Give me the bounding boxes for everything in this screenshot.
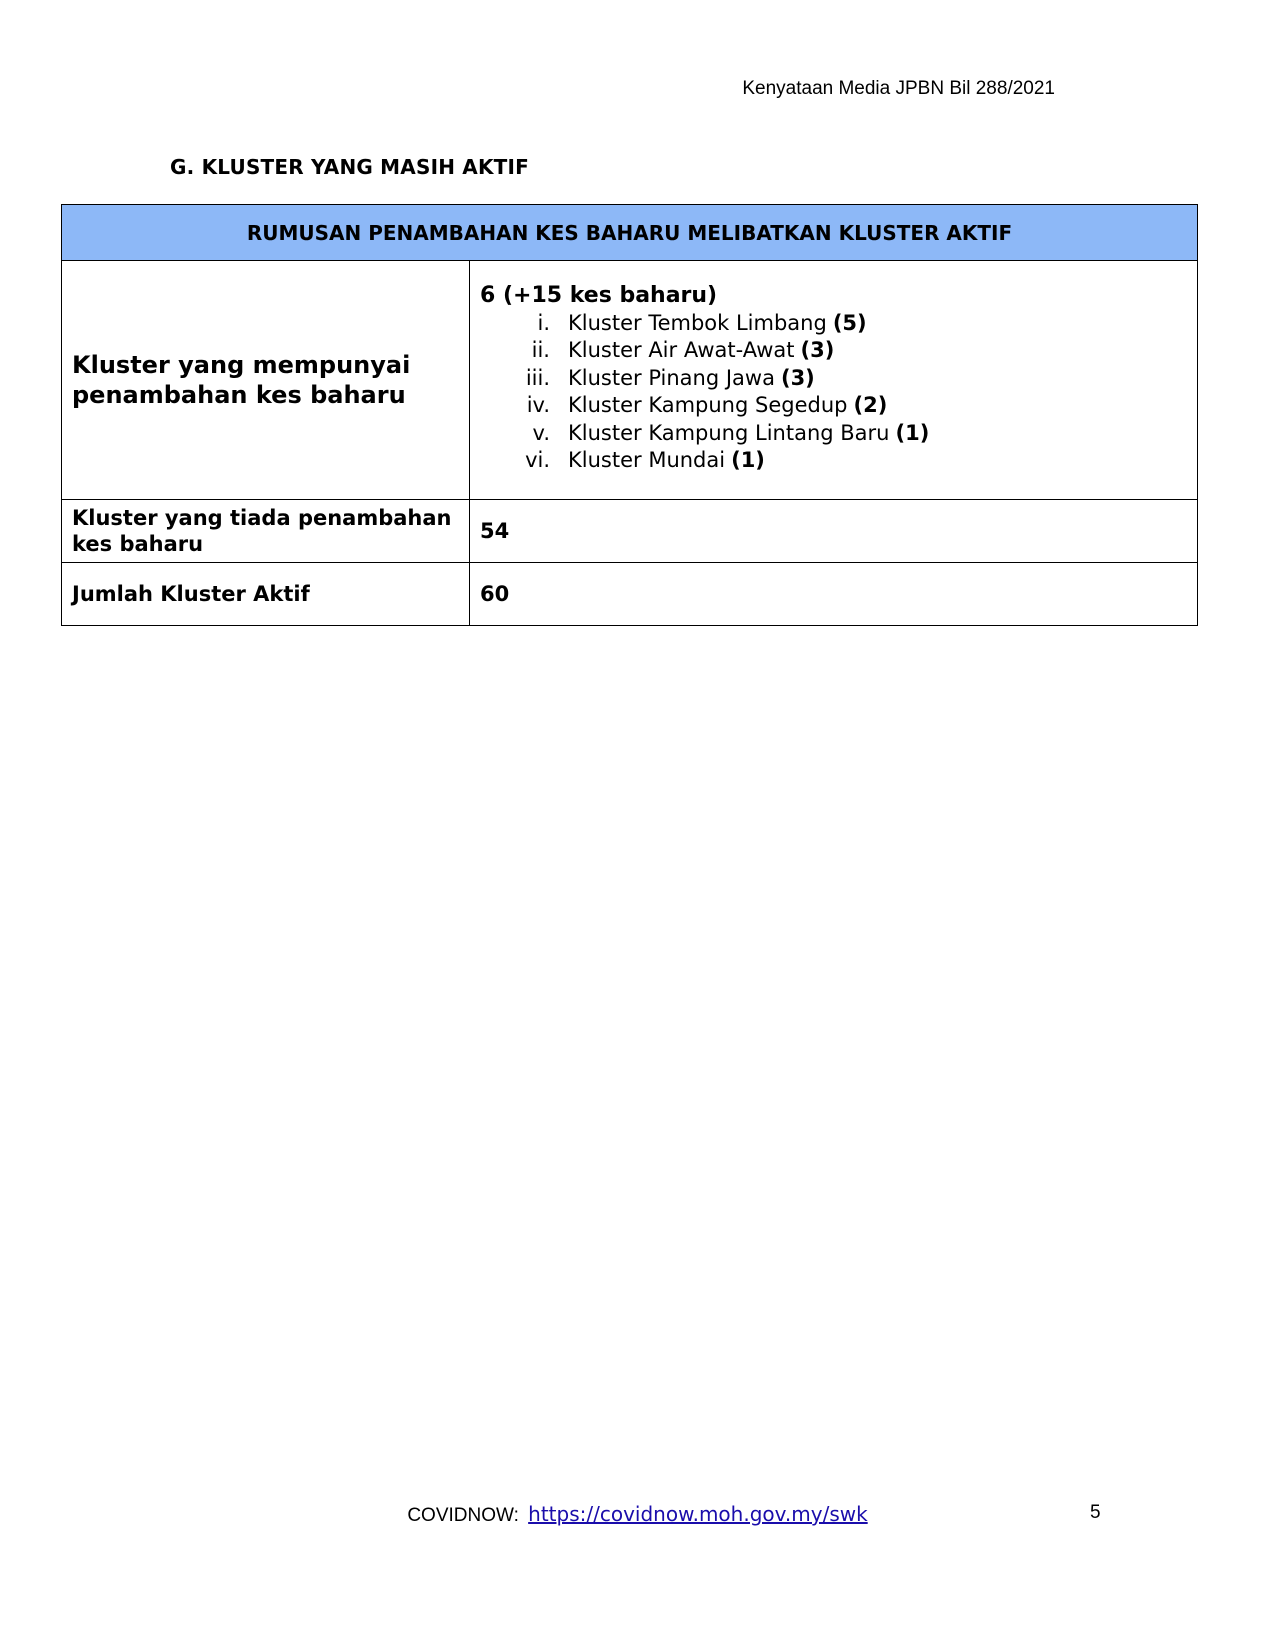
row-value-new-cases [470, 261, 1198, 500]
table-row [62, 261, 1198, 500]
row-label-text: Kluster yang tiada penambahan kes baharu [72, 506, 452, 556]
row-label-total-active [62, 563, 470, 626]
cluster-summary: 6 (+15 kes baharu) [480, 282, 718, 308]
footer [0, 1502, 1275, 1527]
cluster-name: Kluster Pinang Jawa [568, 365, 775, 390]
cluster-name: Kluster Tembok Limbang [568, 310, 827, 335]
row-value-text: 60 [480, 582, 510, 606]
section-heading: G. KLUSTER YANG MASIH AKTIF [170, 155, 530, 179]
cluster-case-count: (2) [853, 393, 888, 417]
row-value-total-active [470, 563, 1198, 626]
list-item [480, 310, 1187, 338]
list-item [480, 447, 1187, 475]
cluster-case-count: (1) [895, 420, 930, 445]
table-row [62, 500, 1198, 563]
page-number: 5 [1090, 1502, 1101, 1523]
document-reference: Kenyataan Media JPBN Bil 288/2021 [742, 78, 1055, 99]
row-label-no-new-cases [62, 500, 470, 563]
cluster-name: Kluster Air Awat-Awat [568, 338, 795, 362]
row-value-text: 54 [480, 519, 510, 543]
list-numeral: iii. [525, 365, 550, 390]
row-label-text: Kluster yang mempunyai penambahan kes baharu [72, 351, 411, 409]
covidnow-link[interactable]: https://covidnow.moh.gov.my/swk [528, 1502, 868, 1526]
cluster-case-count: (1) [731, 448, 765, 472]
cluster-case-count: (5) [832, 310, 867, 335]
table-title: RUMUSAN PENAMBAHAN KES BAHARU MELIBATKAN KLUSTER AKTIF [62, 205, 1198, 261]
list-item [480, 392, 1187, 420]
cluster-list [480, 310, 1187, 475]
row-label-new-cases [62, 261, 470, 500]
cluster-case-count: (3) [780, 365, 815, 390]
row-label-text: Jumlah Kluster Aktif [72, 582, 310, 606]
list-numeral: iv. [526, 393, 550, 417]
list-item [480, 365, 1187, 393]
cluster-name: Kluster Kampung Segedup [568, 393, 848, 417]
list-item [480, 420, 1187, 448]
cluster-case-count: (3) [800, 338, 835, 362]
row-value-no-new-cases [470, 500, 1198, 563]
cluster-summary-table [61, 204, 1198, 626]
list-numeral: ii. [531, 338, 550, 362]
list-numeral: v. [532, 420, 550, 445]
table-row [62, 563, 1198, 626]
footer-prefix: COVIDNOW: [407, 1505, 519, 1526]
list-numeral: vi. [525, 448, 550, 472]
list-numeral: i. [537, 310, 550, 335]
list-item [480, 337, 1187, 365]
cluster-name: Kluster Mundai [568, 448, 726, 472]
cluster-name: Kluster Kampung Lintang Baru [568, 420, 890, 445]
